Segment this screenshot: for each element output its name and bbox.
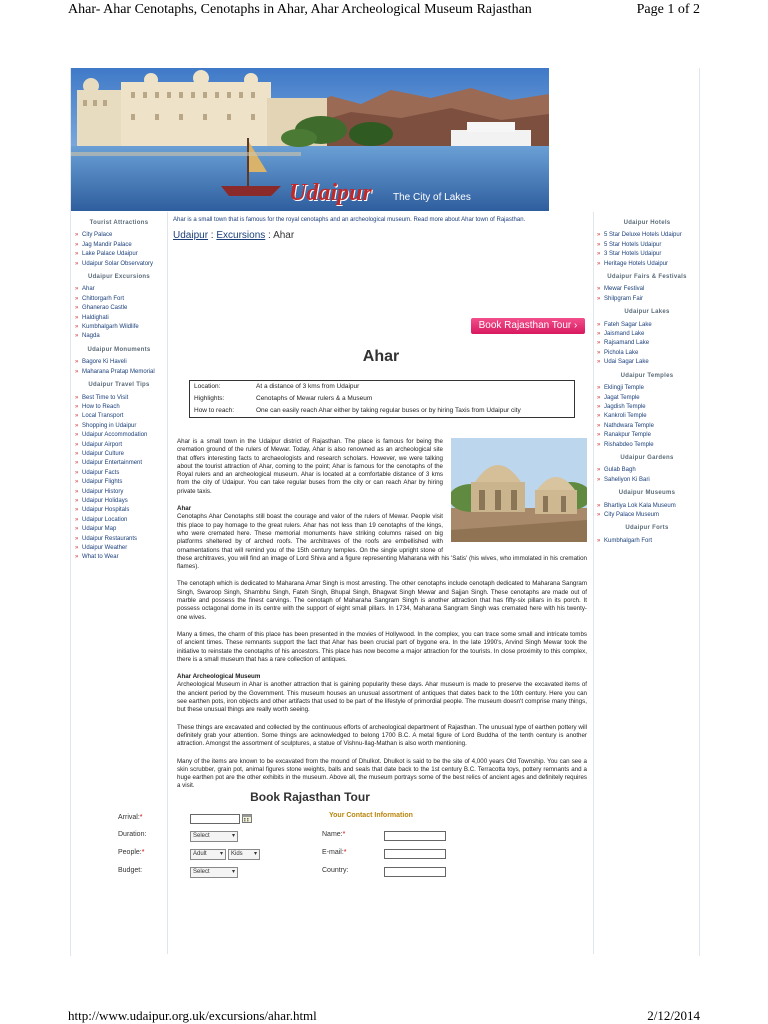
required-mark: * bbox=[342, 831, 346, 838]
paragraph: Ahar is a small town in the Udaipur district of Rajasthan. The place is famous for being the cremation ground of the rulers of Mewar. Today, Ahar is also renowned as an archeological site that offers interesting facts to archaeologists and research scholars. However, we were talking about the tourist attraction of Ahar, coming to the point; Ahar is famous for the cenotaphs of the Royal rulers and an archeological museum. Ahar is located at a comfortable distance of 3 kms from the city of Udaipur. You can take regular buses from the city or can reach Ahar by hiring private taxis. bbox=[177, 438, 443, 495]
contact-info-title: Your Contact Information bbox=[329, 812, 413, 819]
right-sidebar-link-city-palace-museum[interactable]: » City Palace Museum bbox=[597, 511, 697, 520]
right-sidebar-link-3-star-hotels-udaipur[interactable]: » 3 Star Hotels Udaipur bbox=[597, 250, 697, 259]
print-date: 2/12/2014 bbox=[647, 1008, 700, 1023]
country-label: Country: bbox=[322, 867, 349, 874]
left-sidebar-link-shopping-in-udaipur[interactable]: » Shopping in Udaipur bbox=[75, 422, 163, 431]
right-sidebar-section-title: Udaipur Forts bbox=[625, 525, 669, 532]
right-sidebar-section-title: Udaipur Gardens bbox=[620, 454, 674, 461]
paragraph: Cenotaphs Ahar Cenotaphs still boast the courage and valor of the rulers of Mewar. People visit this place to pay homage to the great rulers. Ahar has not less than 19 cenotaphs of the kings, who were cremated here. These memorial monuments have striking columns raised on big platforms sheltered by of arched roofs. The architraves of the roofs are embellished with ornamentations that will remind you of the 15th century temples. On the single upright stone of these architraves, you will find an image of Lord Shiva and a figure representing Maharana with his 'Satis' (his wives, who immolated in his cremation flames). bbox=[177, 513, 587, 571]
right-sidebar-link-gulab-bagh[interactable]: » Gulab Bagh bbox=[597, 466, 697, 475]
required-mark: * bbox=[139, 814, 143, 821]
right-divider bbox=[593, 212, 594, 954]
email-row bbox=[322, 847, 347, 859]
right-sidebar-link-saheliyon-ki-bari[interactable]: » Saheliyon Ki Bari bbox=[597, 476, 697, 485]
info-row-location bbox=[190, 381, 574, 393]
header-banner bbox=[71, 68, 549, 211]
left-sidebar-link-udaipur-weather[interactable]: » Udaipur Weather bbox=[75, 544, 163, 553]
info-value: One can easily reach Ahar either by taking regular buses or by hiring Taxis from Udaipur city bbox=[256, 407, 521, 414]
right-sidebar-section-title: Udaipur Fairs & Festivals bbox=[607, 274, 687, 281]
country-input[interactable] bbox=[384, 867, 446, 877]
people-label: People: bbox=[118, 849, 142, 856]
left-sidebar-section-title: Udaipur Travel Tips bbox=[88, 382, 150, 389]
left-sidebar-link-ghanerao-castle[interactable]: » Ghanerao Castle bbox=[75, 304, 163, 313]
paragraph: The cenotaph which is dedicated to Maharana Amar Singh is most arresting. The other cenotaphs include cenotaph dedicated to Maharana Sangram Singh, Swaroop Singh, Shambhu Singh, Fateh Singh, Bhupal Singh, Bhagwat Singh Mewar and Sajjan Singh. These cenotaphs are made out of marble and possess the finest carvings. The cenotaph of Maharaha Sangram Singh is another attraction that has fifty-six pillars in its porch. It possess octagonal dome in its centre with the support of eight small pillars. In 1734, Maharana Sangram Singh was cremated here with his twenty-one wives. bbox=[177, 580, 587, 621]
people-row bbox=[118, 847, 144, 859]
breadcrumb-current: Ahar bbox=[273, 230, 295, 241]
breadcrumb-excursions-link[interactable]: Excursions bbox=[216, 230, 266, 241]
breadcrumb-separator: : bbox=[265, 230, 274, 241]
right-sidebar-link-ranakpur-temple[interactable]: » Ranakpur Temple bbox=[597, 431, 697, 440]
info-table bbox=[189, 380, 575, 418]
left-sidebar-link-udaipur-holidays[interactable]: » Udaipur Holidays bbox=[75, 497, 163, 506]
right-sidebar-link-fateh-sagar-lake[interactable]: » Fateh Sagar Lake bbox=[597, 321, 697, 330]
print-footer bbox=[0, 1006, 768, 1024]
right-sidebar-link-rajsamand-lake[interactable]: » Rajsamand Lake bbox=[597, 339, 697, 348]
breadcrumb bbox=[173, 230, 589, 241]
print-title: Ahar- Ahar Cenotaphs, Cenotaphs in Ahar, Ahar Archeological Museum Rajasthan bbox=[68, 2, 532, 17]
right-sidebar-link-kankroli-temple[interactable]: » Kankroli Temple bbox=[597, 412, 697, 421]
left-sidebar-link-how-to-reach[interactable]: » How to Reach bbox=[75, 403, 163, 412]
email-label: E-mail: bbox=[322, 849, 344, 856]
right-sidebar-link-mewar-festival[interactable]: » Mewar Festival bbox=[597, 285, 697, 294]
name-row bbox=[322, 829, 345, 841]
info-row-highlights bbox=[190, 393, 574, 405]
page-url: http://www.udaipur.org.uk/excursions/ahar.html bbox=[68, 1008, 317, 1023]
right-sidebar-link-jagat-temple[interactable]: » Jagat Temple bbox=[597, 394, 697, 403]
right-sidebar bbox=[597, 215, 697, 546]
brand-logo-text: Udaipur bbox=[289, 180, 372, 206]
left-sidebar-section-title: Udaipur Excursions bbox=[87, 274, 151, 281]
required-mark: * bbox=[141, 849, 145, 856]
left-sidebar-link-maharana-pratap-memorial[interactable]: » Maharana Pratap Memorial bbox=[75, 368, 163, 377]
right-sidebar-section-title: Udaipur Lakes bbox=[624, 309, 670, 316]
info-key: Highlights: bbox=[194, 395, 225, 402]
left-sidebar-link-udaipur-restaurants[interactable]: » Udaipur Restaurants bbox=[75, 535, 163, 544]
right-sidebar-link-udai-sagar-lake[interactable]: » Udai Sagar Lake bbox=[597, 358, 697, 367]
email-input[interactable] bbox=[384, 849, 446, 859]
adult-select[interactable]: Adult ▾ bbox=[190, 849, 226, 860]
subheading: Ahar Archeological Museum bbox=[177, 673, 261, 681]
info-value: At a distance of 3 kms from Udaipur bbox=[256, 383, 360, 390]
kids-select[interactable]: Kids ▾ bbox=[228, 849, 260, 860]
right-sidebar-link-pichola-lake[interactable]: » Pichola Lake bbox=[597, 349, 697, 358]
left-sidebar bbox=[75, 215, 163, 563]
left-sidebar-link-udaipur-history[interactable]: » Udaipur History bbox=[75, 488, 163, 497]
left-sidebar-link-city-palace[interactable]: » City Palace bbox=[75, 231, 163, 240]
left-sidebar-link-haldighati[interactable]: » Haldighati bbox=[75, 314, 163, 323]
left-sidebar-link-udaipur-entertainment[interactable]: » Udaipur Entertainment bbox=[75, 459, 163, 468]
budget-label: Budget: bbox=[118, 867, 143, 874]
breadcrumb-separator: : bbox=[208, 230, 217, 241]
left-sidebar-link-ahar[interactable]: » Ahar bbox=[75, 285, 163, 294]
arrival-date-input[interactable] bbox=[190, 814, 240, 824]
cenotaph-photo bbox=[451, 438, 587, 542]
brand-tagline: The City of Lakes bbox=[393, 192, 471, 203]
right-sidebar-link-bhartiya-lok-kala-museum[interactable]: » Bhartiya Lok Kala Museum bbox=[597, 502, 697, 511]
intro-text: Ahar is a small town that is famous for the royal cenotaphs and an archeological museum. Read more about Ahar town of Rajasthan. bbox=[173, 217, 526, 223]
right-sidebar-link-jagdish-temple[interactable]: » Jagdish Temple bbox=[597, 403, 697, 412]
right-sidebar-link-heritage-hotels-udaipur[interactable]: » Heritage Hotels Udaipur bbox=[597, 260, 697, 269]
info-key: Location: bbox=[194, 383, 221, 390]
paragraph: These things are excavated and collected by the continuous efforts of archeological department of Rajasthan. The unusual type of earthen pottery will definitely grab your attention. Some things are acknowledged to belong 1700 B.C. A metal figure of Lord Buddha of the tenth century is another attraction. Amongst the assortment of sculptures, a statue of Vishnu-Ilag-Mathan is also worth mentioning. bbox=[177, 723, 587, 748]
left-sidebar-link-udaipur-accommodation[interactable]: » Udaipur Accommodation bbox=[75, 431, 163, 440]
budget-row bbox=[118, 865, 142, 877]
left-sidebar-link-udaipur-flights[interactable]: » Udaipur Flights bbox=[75, 478, 163, 487]
left-sidebar-link-udaipur-facts[interactable]: » Udaipur Facts bbox=[75, 469, 163, 478]
budget-select[interactable]: Select ▾ bbox=[190, 867, 238, 878]
right-sidebar-link-nathdwara-temple[interactable]: » Nathdwara Temple bbox=[597, 422, 697, 431]
name-label: Name: bbox=[322, 831, 343, 838]
book-tour-button[interactable]: Book Rajasthan Tour › bbox=[471, 318, 585, 334]
info-key: How to reach: bbox=[194, 407, 235, 414]
paragraph: Many a times, the charm of this place has been presented in the movies of Hollywood. In the complex, you can trace some small and intricate tombs of ancient times. These remnants support the fact that Ahar has been crucial part of bygone era. In the late 1990's, Arvind Singh Mewar took the initiative to reinstate the cenotaphs of his ancestors. This place has now become a major attraction for the tourists. In close proximity to this complex, there is a small museum that has a rare collection of antiques. bbox=[177, 630, 587, 663]
left-sidebar-link-udaipur-map[interactable]: » Udaipur Map bbox=[75, 525, 163, 534]
main-content bbox=[173, 212, 589, 852]
right-sidebar-link-eklingji-temple[interactable]: » Eklingji Temple bbox=[597, 384, 697, 393]
booking-form bbox=[118, 812, 518, 952]
info-value: Cenotaphs of Mewar rulers & a Museum bbox=[256, 395, 373, 402]
left-sidebar-section-title: Tourist Attractions bbox=[89, 220, 149, 226]
article-body bbox=[177, 438, 587, 800]
left-sidebar-link-kumbhalgarh-wildlife[interactable]: » Kumbhalgarh Wildlife bbox=[75, 323, 163, 332]
paragraph: Archeological Museum in Ahar is another attraction that is gaining popularity these days. Ahar museum is made to preserve the excavated items of the ancient period by the Government. This museum houses an unusual assortment of antiques that dates back to the 10th century. Here you can see earthen pots, iron objects and other artifacts that used to be part of the lifestyle of primordial people. The museum doesn't comprise many things, but these unusual things are really worth seeing. bbox=[177, 681, 587, 714]
right-sidebar-link-5-star-deluxe-hotels-udaipur[interactable]: » 5 Star Deluxe Hotels Udaipur bbox=[597, 231, 697, 240]
booking-form-title: Book Rajasthan Tour bbox=[250, 790, 370, 804]
left-sidebar-link-udaipur-hospitals[interactable]: » Udaipur Hospitals bbox=[75, 506, 163, 515]
duration-label: Duration: bbox=[118, 831, 147, 838]
breadcrumb-home-link[interactable]: Udaipur bbox=[173, 230, 209, 241]
left-sidebar-link-udaipur-airport[interactable]: » Udaipur Airport bbox=[75, 441, 163, 450]
right-sidebar-section-title: Udaipur Hotels bbox=[623, 220, 671, 226]
name-input[interactable] bbox=[384, 831, 446, 841]
left-sidebar-link-chittorgarh-fort[interactable]: » Chittorgarh Fort bbox=[75, 295, 163, 304]
duration-row bbox=[118, 829, 146, 841]
right-sidebar-section-title: Udaipur Temples bbox=[620, 372, 674, 379]
page-number: Page 1 of 2 bbox=[636, 2, 700, 17]
right-sidebar-section-title: Udaipur Museums bbox=[618, 490, 676, 497]
page-title: Ahar bbox=[362, 348, 400, 365]
right-sidebar-link-jaismand-lake[interactable]: » Jaismand Lake bbox=[597, 330, 697, 339]
right-sidebar-link-5-star-hotels-udaipur[interactable]: » 5 Star Hotels Udaipur bbox=[597, 241, 697, 250]
left-sidebar-section-title: Udaipur Monuments bbox=[87, 346, 151, 353]
subheading: Ahar bbox=[177, 505, 192, 513]
left-sidebar-link-lake-palace-udaipur[interactable]: » Lake Palace Udaipur bbox=[75, 250, 163, 259]
right-sidebar-link-rishabdeo-temple[interactable]: » Rishabdeo Temple bbox=[597, 441, 697, 450]
left-sidebar-link-udaipur-culture[interactable]: » Udaipur Culture bbox=[75, 450, 163, 459]
paragraph: Many of the items are known to be excavated from the mound of Dhulkot. Dhulkot is said to be the site of 4,000 years Old Township. You can see a skin scrubber, grain pot, animal figures stone weights, balls and seals that date back to the 1st century B.C. Terracotta toys, pottery remnants and a huge earthen pot are the other exhibits in the museum. Above all, the museum portrays some of the best relics of ancient ages and definitely requires a visit. bbox=[177, 757, 587, 790]
calendar-icon[interactable] bbox=[242, 813, 252, 823]
left-sidebar-link-what-to-wear[interactable]: » What to Wear bbox=[75, 553, 163, 562]
duration-select[interactable]: Select ▾ bbox=[190, 831, 238, 842]
right-sidebar-link-shilpgram-fair[interactable]: » Shilpgram Fair bbox=[597, 295, 697, 304]
info-row-how-to-reach bbox=[190, 405, 574, 417]
print-header bbox=[0, 0, 768, 24]
left-sidebar-link-local-transport[interactable]: » Local Transport bbox=[75, 412, 163, 421]
required-mark: * bbox=[343, 849, 347, 856]
left-sidebar-link-udaipur-solar-observatory[interactable]: » Udaipur Solar Observatory bbox=[75, 260, 163, 269]
left-sidebar-link-udaipur-location[interactable]: » Udaipur Location bbox=[75, 516, 163, 525]
country-row bbox=[322, 865, 348, 877]
left-sidebar-link-nagda[interactable]: » Nagda bbox=[75, 332, 163, 341]
left-sidebar-link-best-time-to-visit[interactable]: » Best Time to Visit bbox=[75, 394, 163, 403]
left-sidebar-link-bagore-ki-haveli[interactable]: » Bagore Ki Haveli bbox=[75, 358, 163, 367]
right-sidebar-link-kumbhalgarh-fort[interactable]: » Kumbhalgarh Fort bbox=[597, 537, 697, 546]
left-sidebar-link-jag-mandir-palace[interactable]: » Jag Mandir Palace bbox=[75, 241, 163, 250]
arrival-label: Arrival: bbox=[118, 814, 140, 821]
